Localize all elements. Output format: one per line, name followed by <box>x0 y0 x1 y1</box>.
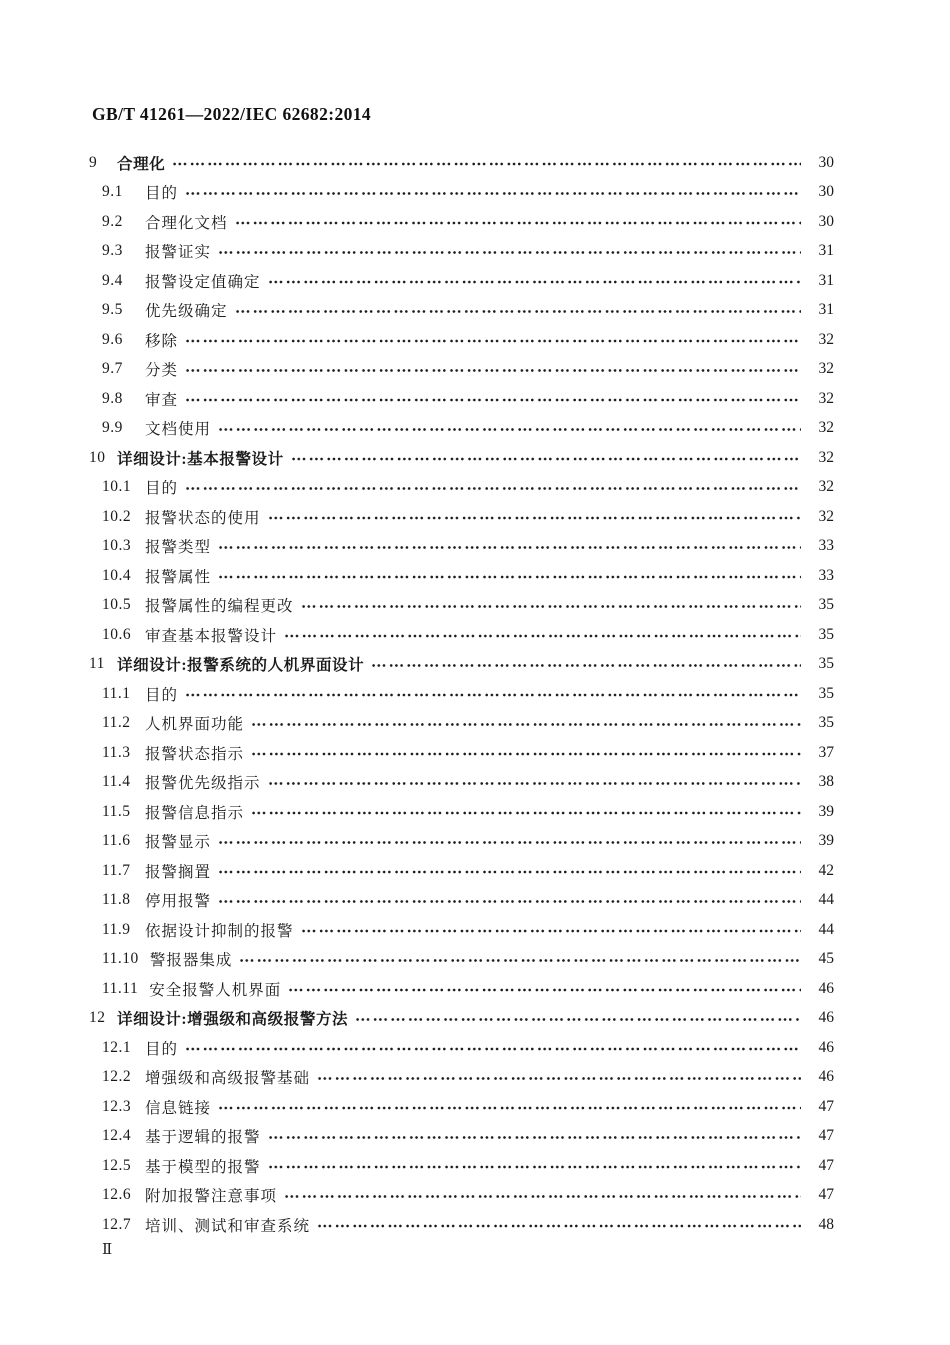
toc-entry <box>89 827 834 857</box>
toc-entry-page: 46 <box>818 979 834 997</box>
toc-entry-title: 文档使用 <box>145 421 212 439</box>
toc-entry-number: 11.8 <box>102 891 131 909</box>
dot-leader <box>301 915 801 945</box>
toc-entry <box>89 797 834 827</box>
toc-entry <box>89 1122 834 1152</box>
toc-entry-title: 培训、测试和审查系统 <box>145 1217 311 1235</box>
toc-entry-page: 33 <box>818 566 834 584</box>
toc-entry-number: 9.4 <box>102 271 123 289</box>
toc-entry-page: 42 <box>818 861 834 879</box>
toc-entry-title: 报警设定值确定 <box>145 273 261 291</box>
toc-entry-number: 11.4 <box>102 773 131 791</box>
toc-entry-page: 30 <box>818 183 834 201</box>
toc-entry <box>89 296 834 326</box>
toc-entry <box>89 443 834 473</box>
toc-entry-number: 12.3 <box>102 1097 132 1115</box>
toc-entry-title: 报警搁置 <box>145 863 212 881</box>
toc-entry-title: 增强级和高级报警基础 <box>145 1070 311 1088</box>
toc-entry-number: 9.5 <box>102 301 123 319</box>
toc-entry-title: 详细设计:基本报警设计 <box>117 450 284 468</box>
toc-entry-page: 32 <box>818 507 834 525</box>
toc-entry-title: 基于逻辑的报警 <box>145 1129 261 1147</box>
toc-entry-number: 9.1 <box>102 183 123 201</box>
toc-entry-number: 9.6 <box>102 330 123 348</box>
toc-entry <box>89 945 834 975</box>
toc-entry-page: 32 <box>818 419 834 437</box>
toc-entry-number: 9.3 <box>102 242 123 260</box>
dot-leader <box>185 325 801 355</box>
toc-entry <box>89 532 834 562</box>
toc-entry-page: 31 <box>818 301 834 319</box>
toc-entry <box>89 1151 834 1181</box>
dot-leader <box>218 827 801 857</box>
toc-entry-title: 合理化文档 <box>145 214 228 232</box>
toc-entry-page: 47 <box>818 1156 834 1174</box>
toc-entry-number: 11.2 <box>102 714 131 732</box>
toc-entry-number: 11 <box>89 655 105 673</box>
toc-entry-page: 32 <box>818 448 834 466</box>
toc-entry-number: 9.7 <box>102 360 123 378</box>
toc-entry <box>89 502 834 532</box>
toc-entry-number: 11.5 <box>102 802 131 820</box>
dot-leader <box>218 414 801 444</box>
toc-entry-title: 报警显示 <box>145 834 212 852</box>
toc-entry-number: 11.11 <box>102 979 139 997</box>
toc-entry-number: 9.8 <box>102 389 123 407</box>
dot-leader <box>291 443 801 473</box>
toc-entry <box>89 650 834 680</box>
dot-leader <box>235 207 801 237</box>
toc-entry-title: 报警状态的使用 <box>145 509 261 527</box>
toc-entry-number: 10.6 <box>102 625 132 643</box>
toc-entry-title: 人机界面功能 <box>145 716 245 734</box>
toc-entry-page: 31 <box>818 242 834 260</box>
dot-leader <box>218 886 801 916</box>
toc-entry-number: 10.1 <box>102 478 132 496</box>
toc-entry <box>89 384 834 414</box>
toc-entry <box>89 679 834 709</box>
toc-entry-title: 信息链接 <box>145 1099 212 1117</box>
toc-entry <box>89 1033 834 1063</box>
dot-leader <box>251 738 801 768</box>
toc-entry-page: 47 <box>818 1127 834 1145</box>
toc-entry <box>89 414 834 444</box>
toc-entry-number: 12.2 <box>102 1068 132 1086</box>
toc-entry-page: 39 <box>818 802 834 820</box>
toc-entry-page: 33 <box>818 537 834 555</box>
toc-entry <box>89 856 834 886</box>
toc-entry-page: 32 <box>818 360 834 378</box>
dot-leader <box>268 502 801 532</box>
toc-entry-number: 12.1 <box>102 1038 132 1056</box>
toc-entry-title: 报警属性的编程更改 <box>145 598 294 616</box>
toc-entry-page: 46 <box>818 1068 834 1086</box>
toc-entry-title: 报警属性 <box>145 568 212 586</box>
toc-entry-page: 35 <box>818 625 834 643</box>
toc-entry-title: 报警信息指示 <box>145 804 245 822</box>
toc-entry-title: 依据设计抑制的报警 <box>145 922 294 940</box>
toc-entry-title: 合理化 <box>117 155 166 173</box>
toc-entry-title: 报警状态指示 <box>145 745 245 763</box>
toc-entry-page: 47 <box>818 1186 834 1204</box>
toc-entry-page: 45 <box>818 950 834 968</box>
toc-entry-title: 安全报警人机界面 <box>149 981 282 999</box>
toc-entry <box>89 591 834 621</box>
toc-entry <box>89 266 834 296</box>
toc-entry <box>89 473 834 503</box>
toc-entry-title: 目的 <box>145 185 179 203</box>
dot-leader <box>185 178 801 208</box>
dot-leader <box>251 797 801 827</box>
toc-entry <box>89 237 834 267</box>
toc-entry-page: 44 <box>818 920 834 938</box>
toc-entry-number: 9.9 <box>102 419 123 437</box>
toc-entry <box>89 974 834 1004</box>
toc-entry <box>89 1092 834 1122</box>
toc-entry-title: 目的 <box>145 686 179 704</box>
dot-leader <box>185 1033 801 1063</box>
toc-entry <box>89 561 834 591</box>
toc-entry-number: 12.7 <box>102 1215 132 1233</box>
toc-entry-title: 优先级确定 <box>145 303 228 321</box>
toc-entry-number: 11.10 <box>102 950 139 968</box>
toc-entry-page: 30 <box>818 153 834 171</box>
toc-entry-page: 35 <box>818 684 834 702</box>
toc-entry-page: 38 <box>818 773 834 791</box>
toc-entry-title: 报警证实 <box>145 244 212 262</box>
dot-leader <box>239 945 801 975</box>
footer-page-number: Ⅱ <box>102 1242 113 1258</box>
dot-leader <box>185 473 801 503</box>
toc-entry-page: 32 <box>818 330 834 348</box>
toc-entry-page: 31 <box>818 271 834 289</box>
dot-leader <box>268 266 801 296</box>
dot-leader <box>355 1004 801 1034</box>
toc-entry-number: 11.9 <box>102 920 131 938</box>
toc-entry-number: 10.5 <box>102 596 132 614</box>
toc-entry-page: 47 <box>818 1097 834 1115</box>
toc-entry-number: 11.6 <box>102 832 131 850</box>
dot-leader <box>185 384 801 414</box>
dot-leader <box>218 237 801 267</box>
toc-entry <box>89 1210 834 1240</box>
toc-entry <box>89 709 834 739</box>
dot-leader <box>218 561 801 591</box>
dot-leader <box>268 768 801 798</box>
toc-entry-title: 移除 <box>145 332 179 350</box>
toc-entry <box>89 768 834 798</box>
table-of-contents <box>89 148 834 1240</box>
toc-entry <box>89 355 834 385</box>
toc-entry <box>89 178 834 208</box>
toc-entry-page: 30 <box>818 212 834 230</box>
toc-entry <box>89 738 834 768</box>
toc-entry-title: 报警优先级指示 <box>145 775 261 793</box>
dot-leader <box>218 1092 801 1122</box>
toc-entry-title: 详细设计:增强级和高级报警方法 <box>117 1011 349 1029</box>
toc-entry-number: 10.2 <box>102 507 132 525</box>
toc-entry-title: 审查 <box>145 391 179 409</box>
toc-entry-title: 分类 <box>145 362 179 380</box>
toc-entry-number: 12 <box>89 1009 106 1027</box>
dot-leader <box>317 1210 801 1240</box>
toc-entry-number: 12.5 <box>102 1156 132 1174</box>
toc-entry <box>89 325 834 355</box>
dot-leader <box>185 355 801 385</box>
dot-leader <box>251 709 801 739</box>
toc-entry-page: 35 <box>818 596 834 614</box>
toc-entry-page: 39 <box>818 832 834 850</box>
dot-leader <box>301 591 801 621</box>
toc-entry-title: 审查基本报警设计 <box>145 627 278 645</box>
toc-entry-number: 9.2 <box>102 212 123 230</box>
toc-entry-number: 10 <box>89 448 106 466</box>
toc-entry-title: 目的 <box>145 480 179 498</box>
toc-entry-page: 35 <box>818 714 834 732</box>
toc-entry-number: 9 <box>89 153 98 171</box>
toc-entry-title: 停用报警 <box>145 893 212 911</box>
dot-leader <box>218 532 801 562</box>
toc-entry <box>89 207 834 237</box>
toc-entry <box>89 1004 834 1034</box>
toc-entry-number: 11.1 <box>102 684 131 702</box>
toc-entry-page: 44 <box>818 891 834 909</box>
dot-leader <box>172 148 801 178</box>
toc-entry-page: 46 <box>818 1009 834 1027</box>
toc-entry-page: 32 <box>818 478 834 496</box>
dot-leader <box>317 1063 801 1093</box>
standard-number-header: GB/T 41261—2022/IEC 62682:2014 <box>92 104 372 124</box>
dot-leader <box>218 856 801 886</box>
toc-entry-page: 48 <box>818 1215 834 1233</box>
dot-leader <box>185 679 801 709</box>
toc-entry-number: 11.7 <box>102 861 131 879</box>
toc-entry <box>89 1063 834 1093</box>
toc-entry <box>89 148 834 178</box>
toc-entry-title: 详细设计:报警系统的人机界面设计 <box>117 657 365 675</box>
toc-entry-number: 10.4 <box>102 566 132 584</box>
toc-entry-title: 报警类型 <box>145 539 212 557</box>
dot-leader <box>371 650 801 680</box>
toc-entry <box>89 886 834 916</box>
dot-leader <box>284 620 801 650</box>
dot-leader <box>288 974 801 1004</box>
toc-entry <box>89 1181 834 1211</box>
toc-entry-number: 12.4 <box>102 1127 132 1145</box>
toc-entry-page: 35 <box>818 655 834 673</box>
toc-entry-number: 10.3 <box>102 537 132 555</box>
toc-entry-number: 11.3 <box>102 743 131 761</box>
toc-entry-title: 警报器集成 <box>149 952 233 970</box>
toc-entry-title: 基于模型的报警 <box>145 1158 261 1176</box>
toc-entry-number: 12.6 <box>102 1186 132 1204</box>
toc-entry <box>89 620 834 650</box>
dot-leader <box>284 1181 801 1211</box>
toc-entry <box>89 915 834 945</box>
toc-entry-title: 附加报警注意事项 <box>145 1188 278 1206</box>
toc-entry-page: 37 <box>818 743 834 761</box>
toc-entry-page: 46 <box>818 1038 834 1056</box>
dot-leader <box>268 1122 801 1152</box>
toc-entry-title: 目的 <box>145 1040 179 1058</box>
toc-entry-page: 32 <box>818 389 834 407</box>
dot-leader <box>235 296 801 326</box>
dot-leader <box>268 1151 801 1181</box>
